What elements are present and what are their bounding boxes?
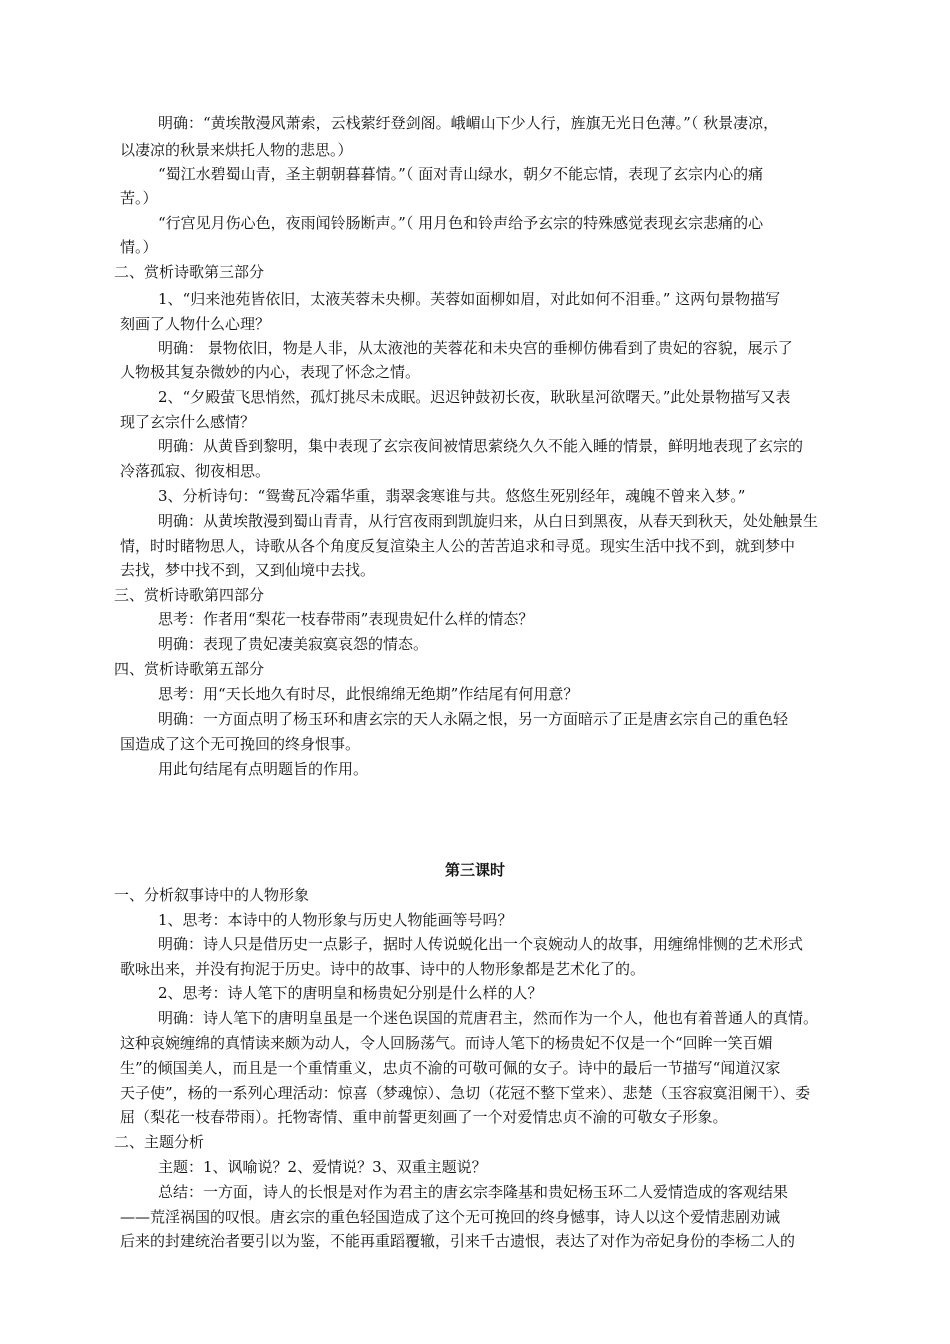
paragraph-line: 屈（梨花一枝春带雨）。托物寄情、重申前誓更刻画了一个对爱情忠贞不渝的可敬女子形象。 xyxy=(120,1108,728,1126)
lesson-title: 第三课时 xyxy=(444,861,505,879)
paragraph-line: 情。） xyxy=(120,238,158,256)
paragraph-line: 明确：诗人只是借历史一点影子，据时人传说蜕化出一个哀婉动人的故事，用缠绵悱恻的艺术形式 xyxy=(158,935,804,953)
paragraph-line: 1、“归来池苑皆依旧，太液芙蓉未央柳。芙蓉如面柳如眉，对此如何不泪垂。” 这两句景物描写 xyxy=(158,290,781,308)
section-heading: 三、赏析诗歌第四部分 xyxy=(114,586,265,604)
paragraph-line: 天子使”，杨的一系列心理活动：惊喜（梦魂惊）、急切（花冠不整下堂来）、悲楚（玉容寂寞泪阑干）、委 xyxy=(120,1084,811,1102)
paragraph-line: 以凄凉的秋景来烘托人物的悲思。） xyxy=(120,141,353,159)
paragraph-line: ——荒淫祸国的叹恨。唐玄宗的重色轻国造成了这个无可挽回的终身憾事，诗人以这个爱情悲剧劝诫 xyxy=(120,1208,781,1226)
paragraph-line: 刻画了人物什么心理？ xyxy=(120,315,271,333)
section-heading: 一、分析叙事诗中的人物形象 xyxy=(114,886,310,904)
paragraph-line: 生”的倾国美人，而且是一个重情重义，忠贞不渝的可敬可佩的女子。诗中的最后一节描写“闻道汉家 xyxy=(120,1059,781,1077)
paragraph-line: 思考：用“天长地久有时尽，此恨绵绵无绝期”作结尾有何用意？ xyxy=(158,685,579,703)
paragraph-line: 现了玄宗什么感情？ xyxy=(120,413,256,431)
paragraph-line: 明确：表现了贵妃凄美寂寞哀怨的情态。 xyxy=(158,635,429,653)
section-heading: 二、赏析诗歌第三部分 xyxy=(114,263,265,281)
paragraph-line: 明确：从黄埃散漫到蜀山青青，从行宫夜雨到凯旋归来，从白日到黑夜，从春天到秋天，处处触景生 xyxy=(158,512,819,530)
paragraph-line: “行宫见月伤心色，夜雨闻铃肠断声。”（ 用月色和铃声给予玄宗的特殊感觉表现玄宗悲痛的心 xyxy=(158,214,764,232)
paragraph-line: 3、分析诗句：“鸳鸯瓦冷霜华重，翡翠衾寒谁与共。悠悠生死别经年，魂魄不曾来入梦。” xyxy=(158,487,746,505)
paragraph-line: 明确：一方面点明了杨玉环和唐玄宗的天人永隔之恨，另一方面暗示了正是唐玄宗自己的重色轻 xyxy=(158,710,789,728)
paragraph-line: 情，时时睹物思人，诗歌从各个角度反复渲染主人公的苦苦追求和寻觅。现实生活中找不到，就到梦中 xyxy=(120,537,796,555)
section-heading: 二、主题分析 xyxy=(114,1133,205,1151)
section-heading: 四、赏析诗歌第五部分 xyxy=(114,660,265,678)
paragraph-line: 后来的封建统治者要引以为鉴，不能再重蹈覆辙，引来千古遗恨，表达了对作为帝妃身份的李杨二人的 xyxy=(120,1232,796,1250)
paragraph-line: 苦。） xyxy=(120,189,158,207)
paragraph-line: 用此句结尾有点明题旨的作用。 xyxy=(158,760,369,778)
paragraph-line: 2、思考：诗人笔下的唐明皇和杨贵妃分别是什么样的人？ xyxy=(158,984,543,1002)
paragraph-line: 1、思考：本诗中的人物形象与历史人物能画等号吗？ xyxy=(158,911,513,929)
paragraph-line: 总结：一方面，诗人的长恨是对作为君主的唐玄宗李隆基和贵妃杨玉环二人爱情造成的客观结果 xyxy=(158,1183,789,1201)
paragraph-line: 明确：“黄埃散漫风萧索，云栈萦纡登剑阁。峨嵋山下少人行，旌旗无光日色薄。”（ 秋景凄凉， xyxy=(158,114,779,132)
paragraph-line: 国造成了这个无可挽回的终身恨事。 xyxy=(120,735,361,753)
paragraph-line: 冷落孤寂、彻夜相思。 xyxy=(120,462,271,480)
paragraph-line: 思考：作者用“梨花一枝春带雨”表现贵妃什么样的情态？ xyxy=(158,610,534,628)
paragraph-line: 去找，梦中找不到，又到仙境中去找。 xyxy=(120,561,376,579)
paragraph-line: 明确： 景物依旧，物是人非，从太液池的芙蓉花和未央宫的垂柳仿佛看到了贵妃的容貌，展示了 xyxy=(158,339,793,357)
paragraph-line: 这种哀婉缠绵的真情读来颇为动人，令人回肠荡气。而诗人笔下的杨贵妃不仅是一个“回眸一笑百媚 xyxy=(120,1034,773,1052)
paragraph-line: 歌咏出来，并没有拘泥于历史。诗中的故事、诗中的人物形象都是艺术化了的。 xyxy=(120,960,646,978)
paragraph-line: “蜀江水碧蜀山青，圣主朝朝暮暮情。”（ 面对青山绿水，朝夕不能忘情，表现了玄宗内心的痛 xyxy=(158,165,764,183)
paragraph-line: 主题：1、讽喻说？2、爱情说？3、双重主题说？ xyxy=(158,1158,487,1176)
paragraph-line: 2、“夕殿萤飞思悄然，孤灯挑尽未成眠。迟迟钟鼓初长夜，耿耿星河欲曙天。”此处景物描写又表 xyxy=(158,388,791,406)
paragraph-line: 明确：从黄昏到黎明，集中表现了玄宗夜间被情思萦绕久久不能入睡的情景，鲜明地表现了玄宗的 xyxy=(158,437,804,455)
paragraph-line: 明确：诗人笔下的唐明皇虽是一个迷色误国的荒唐君主，然而作为一个人，他也有着普通人的真情。 xyxy=(158,1009,819,1027)
paragraph-line: 人物极其复杂微妙的内心，表现了怀念之情。 xyxy=(120,363,421,381)
